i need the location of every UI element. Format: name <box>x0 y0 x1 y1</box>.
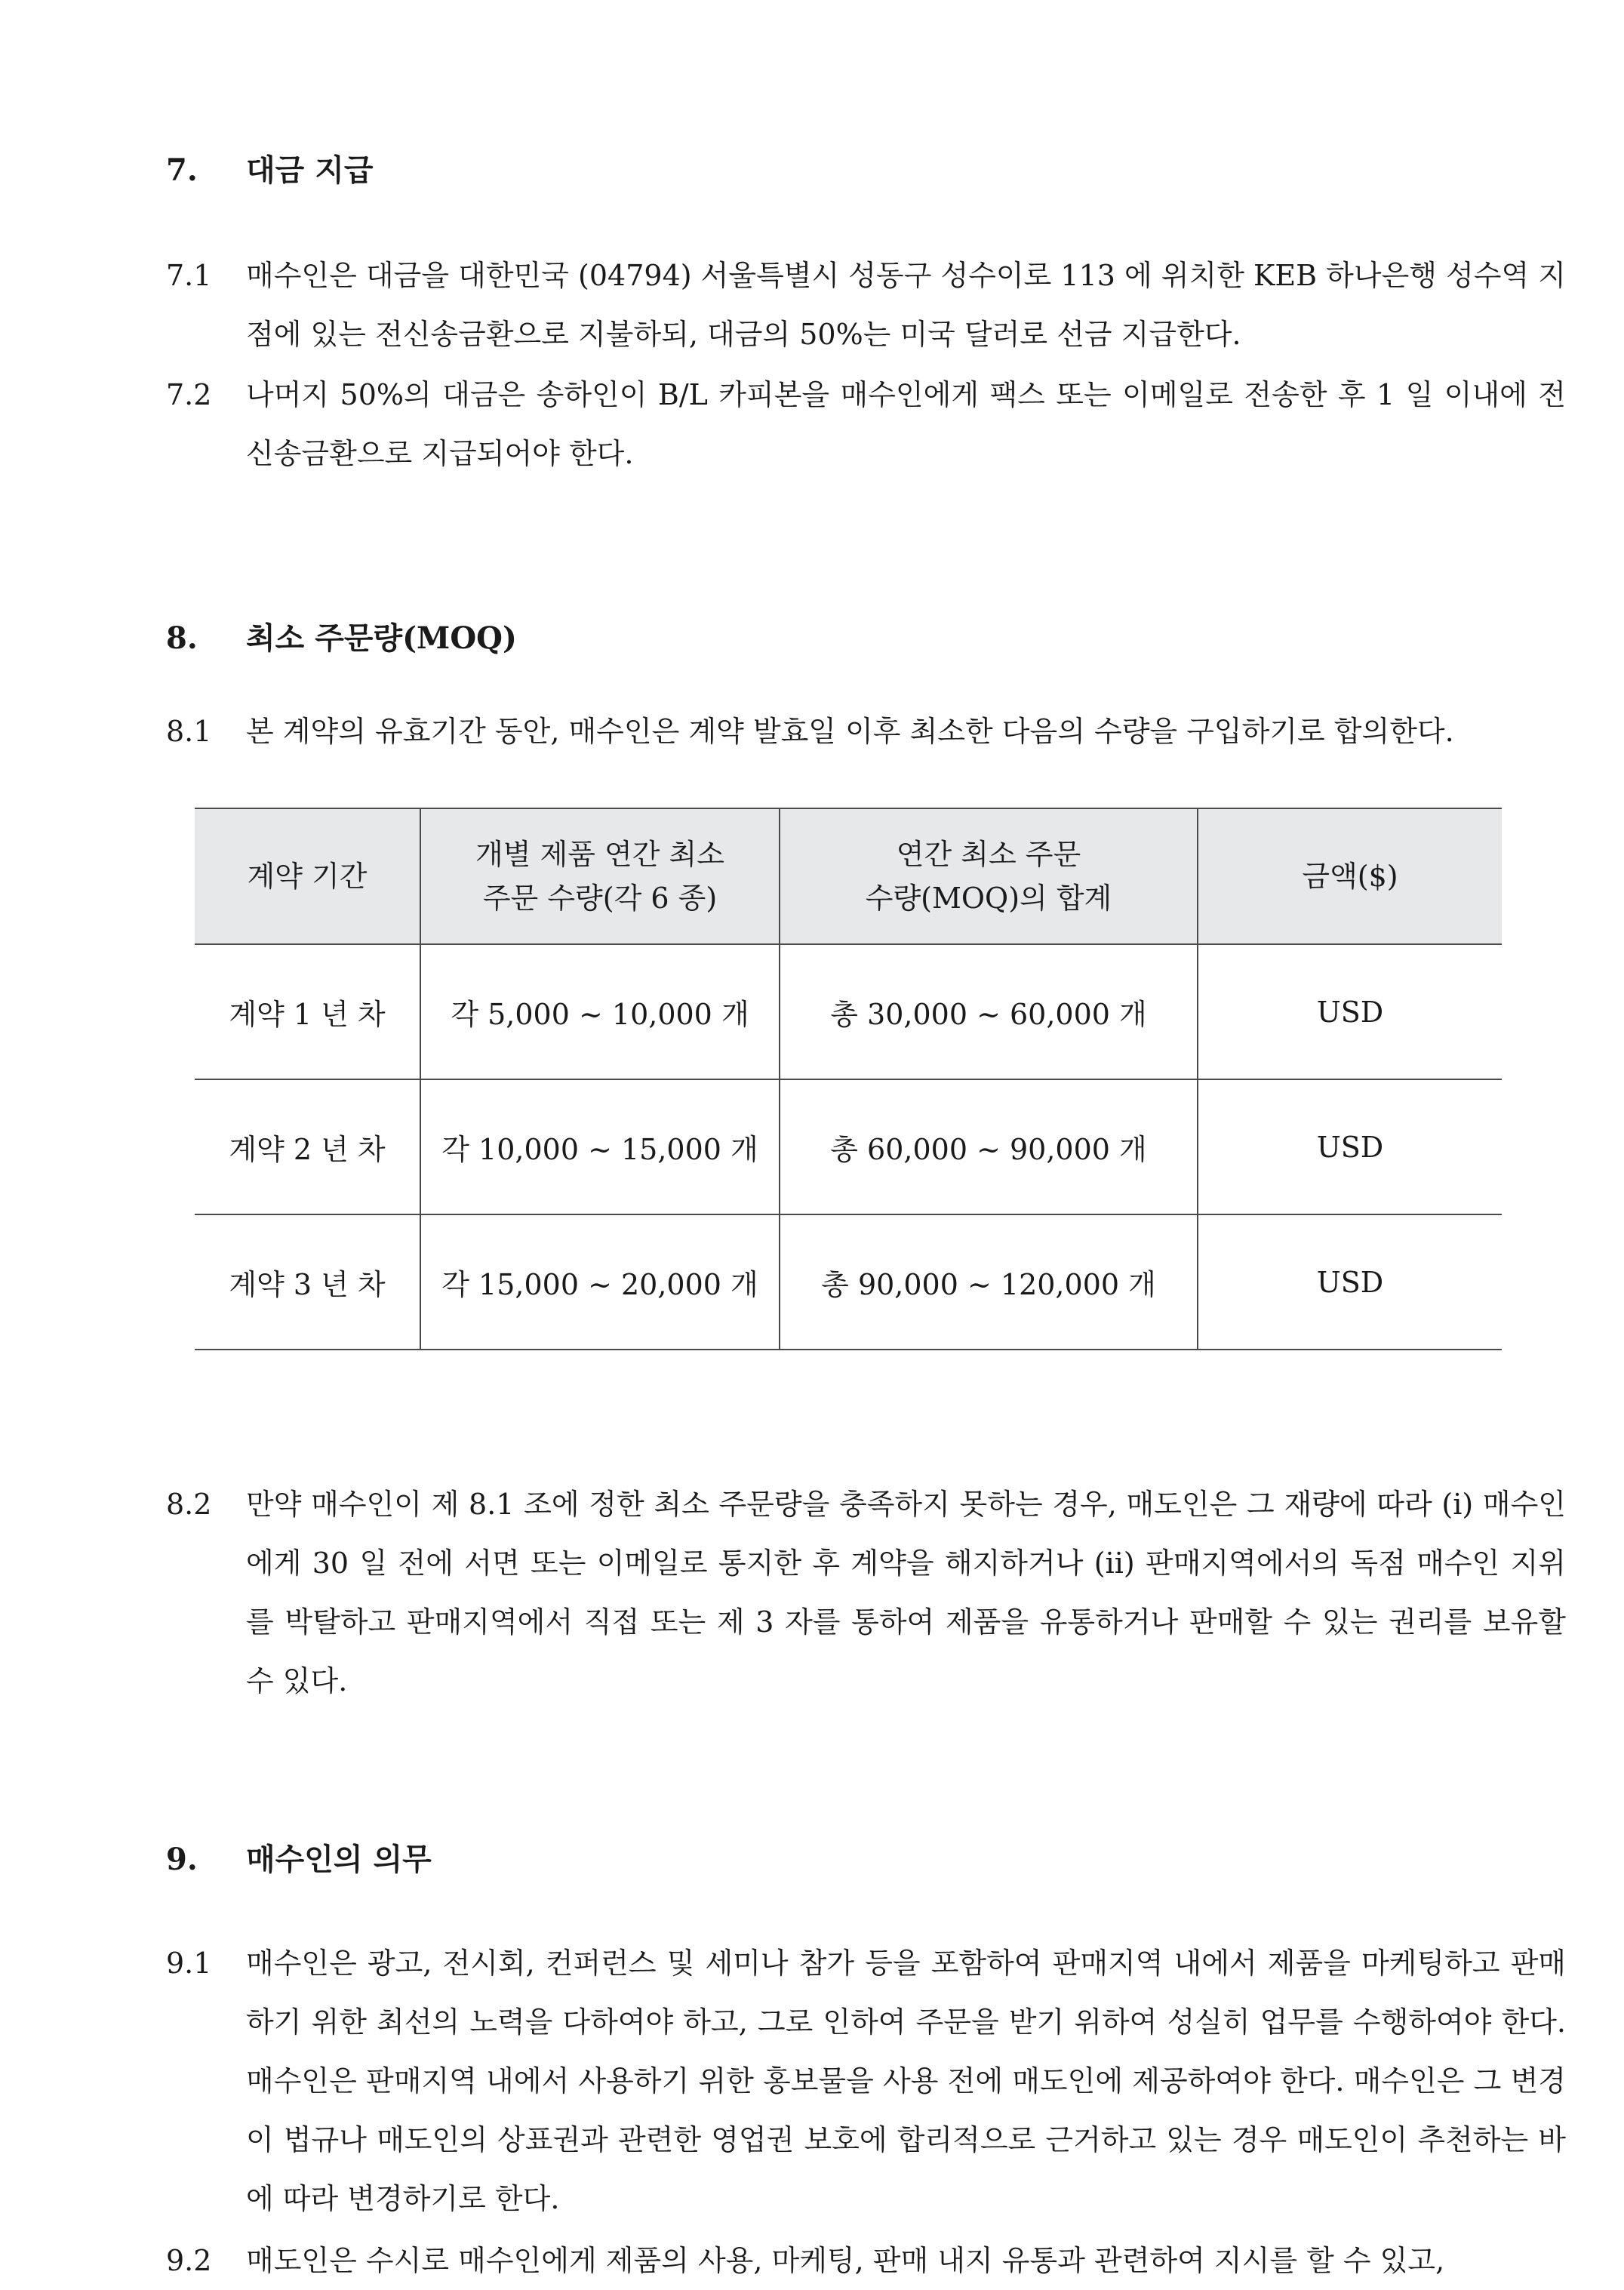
clause-7-1 <box>166 246 1566 364</box>
section-title: 매수인의 의무 <box>246 1842 432 1877</box>
section-number: 8. <box>166 620 198 656</box>
section-title: 최소 주문량(MOQ) <box>246 620 517 656</box>
clause-text: 매수인은 대금을 대한민국 (04794) 서울특별시 성동구 성수이로 113 에 위치한 KEB 하나은행 성수역 지점에 있는 전신송금환으로 지불하되, 대금의 50%는 미국 달러로 선금 지급한다. <box>246 259 1566 351</box>
header-per-product-minimum: 개별 제품 연간 최소 주문 수량(각 6 종) <box>420 808 780 944</box>
cell-term: 계약 3 년 차 <box>195 1214 420 1350</box>
clause-text: 본 계약의 유효기간 동안, 매수인은 계약 발효일 이후 최소한 다음의 수량을 구입하기로 합의한다. <box>246 715 1454 748</box>
clause-text: 만약 매수인이 제 8.1 조에 정한 최소 주문량을 충족하지 못하는 경우, 매도인은 그 재량에 따라 (i) 매수인에게 30 일 전에 서면 또는 이메일로 통지한 후 계약을 해지하거나 (ii) 판매지역에서의 독점 매수인 지위를 박탈하고 판매지역에서 직접 또는 제 3 자를 통하여 제품을 유통하거나 판매할 수 있는 권리를 보유할 수 있다. <box>246 1488 1566 1697</box>
cell-per-product: 각 5,000 ~ 10,000 개 <box>420 944 780 1079</box>
clause-number: 7.1 <box>166 259 212 292</box>
clause-7-2 <box>166 365 1566 483</box>
table-row <box>195 1214 1502 1350</box>
section-number: 7. <box>166 152 198 188</box>
clause-8-1 <box>166 702 1566 761</box>
clause-number: 8.2 <box>166 1488 212 1521</box>
cell-per-product: 각 10,000 ~ 15,000 개 <box>420 1079 780 1214</box>
clause-text: 매수인은 광고, 전시회, 컨퍼런스 및 세미나 참가 등을 포함하여 판매지역 내에서 제품을 마케팅하고 판매하기 위한 최선의 노력을 다하여야 하고, 그로 인하여 주문을 받기 위하여 성실히 업무를 수행하여야 한다. 매수인은 판매지역 내에서 사용하기 위한 홍보물을 사용 전에 매도인에 제공하여야 한다. 매수인은 그 변경이 법규나 매도인의 상표권과 관련한 영업권 보호에 합리적으로 근거하고 있는 경우 매도인이 추천하는 바에 따라 변경하기로 한다. <box>246 1947 1566 2215</box>
clause-number: 8.1 <box>166 715 212 748</box>
clause-number: 9.2 <box>166 2244 212 2277</box>
section-title: 대금 지급 <box>246 152 374 188</box>
cell-total: 총 30,000 ~ 60,000 개 <box>780 944 1198 1079</box>
cell-amount: USD <box>1198 1214 1502 1350</box>
clause-number: 7.2 <box>166 378 212 411</box>
clause-text: 나머지 50%의 대금은 송하인이 B/L 카피본을 매수인에게 팩스 또는 이메일로 전송한 후 1 일 이내에 전신송금환으로 지급되어야 한다. <box>246 378 1566 470</box>
cell-amount: USD <box>1198 944 1502 1079</box>
table-row <box>195 944 1502 1079</box>
clause-8-2 <box>166 1475 1566 1710</box>
clause-9-1 <box>166 1934 1566 2228</box>
cell-total: 총 60,000 ~ 90,000 개 <box>780 1079 1198 1214</box>
section-number: 9. <box>166 1842 198 1877</box>
cell-per-product: 각 15,000 ~ 20,000 개 <box>420 1214 780 1350</box>
header-contract-term: 계약 기간 <box>195 808 420 944</box>
cell-term: 계약 2 년 차 <box>195 1079 420 1214</box>
clause-9-2 <box>166 2231 1566 2290</box>
table-row <box>195 1079 1502 1214</box>
cell-amount: USD <box>1198 1079 1502 1214</box>
cell-total: 총 90,000 ~ 120,000 개 <box>780 1214 1198 1350</box>
header-amount: 금액($) <box>1198 808 1502 944</box>
cell-term: 계약 1 년 차 <box>195 944 420 1079</box>
moq-table <box>195 808 1502 1350</box>
clause-number: 9.1 <box>166 1947 212 1980</box>
clause-text: 매도인은 수시로 매수인에게 제품의 사용, 마케팅, 판매 내지 유통과 관련하여 지시를 할 수 있고, <box>246 2244 1445 2277</box>
header-total-moq: 연간 최소 주문 수량(MOQ)의 합계 <box>780 808 1198 944</box>
table-header-row <box>195 808 1502 944</box>
